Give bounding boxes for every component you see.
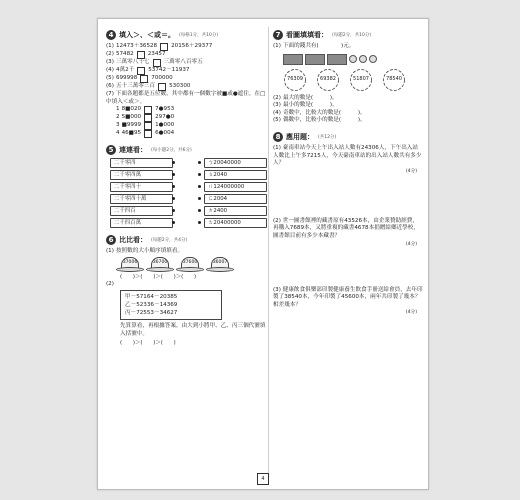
section-6-header [106, 234, 266, 246]
match-dot[interactable] [198, 161, 201, 164]
points-label: (4分) [405, 310, 417, 316]
item-label: (1) [273, 144, 281, 151]
hat-icon [146, 257, 172, 273]
banknote-icon [305, 54, 325, 65]
left-column [106, 29, 266, 347]
word-problem [273, 218, 423, 287]
match-dot[interactable] [172, 161, 175, 164]
q7-pair [116, 130, 191, 138]
banknote-icon [283, 54, 303, 65]
match-row [106, 218, 266, 230]
section-note: (每格1分，共10分) [179, 33, 219, 38]
answer-space[interactable] [273, 174, 423, 218]
flower-icon [347, 68, 375, 92]
right-expr: 6●004 [155, 130, 175, 137]
section-title: 比比看： [119, 236, 147, 245]
match-dot[interactable] [172, 221, 175, 224]
left-expr: ■9999 [121, 122, 142, 129]
matching-area [106, 158, 266, 230]
hat-number: 37006 [121, 257, 139, 269]
section-8-header [273, 131, 423, 143]
worksheet-page [97, 18, 429, 490]
hat-icon [176, 257, 202, 273]
match-right-box: ㄊ20400000 [204, 218, 267, 228]
right-expr: 7●953 [155, 106, 175, 113]
right-expr: 700000 [151, 75, 173, 82]
money-illustration [283, 54, 423, 65]
section-title: 連連看： [119, 146, 147, 155]
s7-item [273, 102, 423, 110]
answer-box[interactable] [137, 51, 145, 59]
match-right-box: ㄇ124000000 [204, 182, 267, 192]
item-text: 奇數中，比較大的數是( )。 [282, 109, 366, 116]
flower-number: 69382 [320, 75, 336, 82]
answer-box[interactable] [160, 43, 168, 51]
match-dot[interactable] [172, 197, 175, 200]
match-dot[interactable] [198, 209, 201, 212]
item-label: (4) [273, 109, 281, 116]
match-row [106, 194, 266, 206]
pair-label: 1 [116, 106, 120, 113]
hat-icon [206, 257, 232, 273]
answer-space[interactable] [273, 247, 423, 287]
match-dot[interactable] [172, 185, 175, 188]
question-text: 臺南車站今天上午出入站人數有24306人，下午出入站人數比上午多7215人，今天臺南車站的出入站人數共有多少人？ [273, 144, 422, 167]
hat-number: 36700 [151, 257, 169, 269]
section-4-header [106, 29, 266, 41]
expression-line: 乙－52336－14369 [125, 302, 178, 309]
match-dot[interactable] [198, 197, 201, 200]
right-expr: 20156＋29377 [171, 43, 213, 50]
item-label: (5) [273, 117, 281, 124]
item-text: 最大的數是( )。 [282, 94, 338, 101]
item-label: (2) [273, 217, 281, 224]
question-text: 健康飲食俱樂部印製健康養生飲食手冊送給會員，去年印製了38540本，今年印製了45600本，兩年共印製了幾本？相差幾本？ [273, 286, 423, 308]
q7-instruction [106, 91, 266, 106]
right-expr: 297●0 [155, 114, 175, 121]
section-note: (共12分) [318, 134, 337, 140]
q7-pair [116, 114, 191, 122]
page-number: 4 [257, 473, 269, 485]
section-number-badge: 7 [273, 30, 283, 40]
match-dot[interactable] [198, 173, 201, 176]
q1-compare[interactable]: ( )＞( )＞( )＞( ) [120, 273, 197, 280]
item-label: (3) [273, 286, 281, 293]
section-title: 填入＞、＜或＝。 [119, 31, 175, 39]
answer-box[interactable] [144, 122, 152, 130]
problem-text [273, 287, 423, 310]
flower-number: 76309 [287, 75, 303, 82]
problem-text [273, 218, 423, 241]
compare-item [106, 51, 266, 59]
answer-box[interactable] [158, 83, 166, 91]
s7-q1 [273, 43, 423, 51]
section-number-badge: 6 [106, 235, 116, 245]
q2-text: 先算算看，再根據答案，由大到小將甲、乙、丙三個代號填入括號中。 [120, 323, 266, 337]
item-label: (2) [273, 94, 281, 101]
hats-row [106, 257, 266, 273]
hat-icon [116, 257, 142, 273]
pair-label: 3 [116, 122, 120, 129]
flower-icon [314, 68, 342, 92]
answer-box[interactable] [137, 67, 145, 75]
right-expr: 23457 [147, 51, 166, 58]
match-right-box: ㄈ2004 [204, 194, 267, 204]
answer-box[interactable] [144, 114, 152, 122]
left-expr: 12473＋36528 [115, 43, 158, 50]
right-expr: 530300 [169, 83, 191, 90]
section-note: (每題2分，共10分) [332, 33, 372, 38]
s6-q1 [106, 248, 266, 256]
column-divider [268, 27, 269, 479]
q7-pairs [106, 106, 266, 138]
item-label: (7) [106, 91, 114, 97]
right-expr: 三萬零八百零五 [163, 59, 203, 66]
q2-expression-box [120, 290, 222, 320]
match-left-box: 二千四百萬 [110, 218, 173, 228]
section-7-header [273, 29, 423, 41]
item-label: (4) [106, 67, 114, 74]
item-label: (1) [273, 43, 281, 49]
left-expr: 8■020 [121, 106, 142, 113]
match-row [106, 170, 266, 182]
compare-item [106, 75, 266, 83]
pair-label: 2 [116, 114, 120, 121]
item-label: (2) [106, 51, 114, 58]
word-problem [273, 287, 423, 316]
answer-box[interactable] [144, 130, 152, 138]
item-text: 最小的數是( )。 [282, 102, 338, 109]
left-expr: 57482 [115, 51, 134, 58]
q7-pair [116, 122, 191, 130]
left-expr: 三萬零八十七 [115, 59, 150, 66]
s6-q2 [106, 281, 266, 289]
item-label: (1) [106, 43, 114, 50]
expression-line: 甲－57164－20385 [125, 294, 178, 301]
right-column [273, 29, 423, 315]
item-label: (3) [106, 59, 114, 66]
item-label: (1) [106, 248, 114, 255]
q7-pair [191, 106, 266, 114]
match-left-box: 二千四百 [110, 206, 173, 216]
match-left-box: 二千零四 [110, 158, 173, 168]
flower-number: 78540 [386, 75, 402, 82]
section-title: 應用題： [286, 132, 314, 141]
section-number-badge: 5 [106, 145, 116, 155]
right-expr: 53742－11937 [148, 67, 190, 74]
match-row [106, 182, 266, 194]
answer-box[interactable] [153, 59, 161, 67]
q1-text: 下面的錢共有( )元。 [282, 43, 355, 49]
match-row [106, 206, 266, 218]
item-label: (6) [106, 83, 114, 90]
match-dot[interactable] [198, 185, 201, 188]
flower-icon [281, 68, 309, 92]
section-title: 看圖填填看： [286, 31, 328, 39]
section-note: (每小題2分，共6分) [151, 148, 192, 154]
left-expr: 46■95 [121, 130, 142, 137]
q2-compare[interactable]: ( )＞( )＞( ) [120, 339, 176, 346]
points-label: (4分) [405, 241, 417, 247]
question-text: 世一圖書館裡的藏書原有43526本，由企業贊助經費，再購入7689本，又將重複的藏書4678本捐贈給鄉近學校，圖書館目前有多少本藏書？ [273, 217, 419, 239]
banknote-icon [327, 54, 347, 65]
s7-item [273, 117, 423, 125]
item-label: (3) [273, 102, 281, 109]
left-expr: 4萬2千 [115, 67, 135, 74]
match-dot[interactable] [172, 173, 175, 176]
section-note: (每題2分，共4分) [151, 238, 188, 244]
flower-icon [380, 68, 408, 92]
q7-pair [116, 106, 191, 114]
left-expr: 5■000 [121, 114, 142, 121]
match-right-box: ㄆ2040 [204, 170, 267, 180]
q1-text: 按照數的大小順序填填看。 [115, 248, 184, 255]
pair-label: 4 [116, 130, 120, 137]
compare-item [106, 43, 266, 51]
match-dot[interactable] [198, 221, 201, 224]
section-number-badge: 4 [106, 30, 116, 40]
coin-icon [369, 55, 377, 63]
problem-text [273, 145, 423, 168]
section-number-badge: 8 [273, 132, 283, 142]
flower-number: 51807 [353, 75, 369, 82]
section-5-header [106, 144, 266, 156]
match-right-box: ㄉ2400 [204, 206, 267, 216]
match-left-box: 二千零四十 [110, 182, 173, 192]
match-dot[interactable] [172, 209, 175, 212]
hat-number: 37600 [181, 257, 199, 269]
compare-item [106, 59, 266, 67]
left-expr: 699998 [115, 75, 138, 82]
flower-numbers [281, 68, 423, 92]
hat-number: 36007 [211, 257, 229, 269]
item-label: (2) [106, 280, 114, 287]
match-right-box: ㄅ20040000 [204, 158, 267, 168]
item-text: 偶數中，比較小的數是( )。 [282, 117, 366, 124]
compare-item [106, 67, 266, 75]
left-expr: 五十三萬零三百 [115, 83, 156, 90]
match-left-box: 二千零四十萬 [110, 194, 173, 204]
coin-icon [349, 55, 357, 63]
points-label: (4分) [405, 168, 417, 174]
word-problem [273, 145, 423, 218]
answer-box[interactable] [140, 75, 148, 83]
compare-item [106, 83, 266, 91]
match-row [106, 158, 266, 170]
answer-box[interactable] [144, 106, 152, 114]
expression-line: 丙－72553－34627 [125, 310, 178, 317]
match-left-box: 二千零四萬 [110, 170, 173, 180]
right-expr: 1●000 [155, 122, 175, 129]
q7-pair [191, 122, 266, 130]
q7-text: 下面各題都是五位數，其中都有一個數字被■或●遮住，在□中填入＜或＞。 [106, 91, 266, 105]
coin-icon [359, 55, 367, 63]
item-label: (5) [106, 75, 114, 82]
section-4-items [106, 43, 266, 138]
q7-pair [191, 114, 266, 122]
